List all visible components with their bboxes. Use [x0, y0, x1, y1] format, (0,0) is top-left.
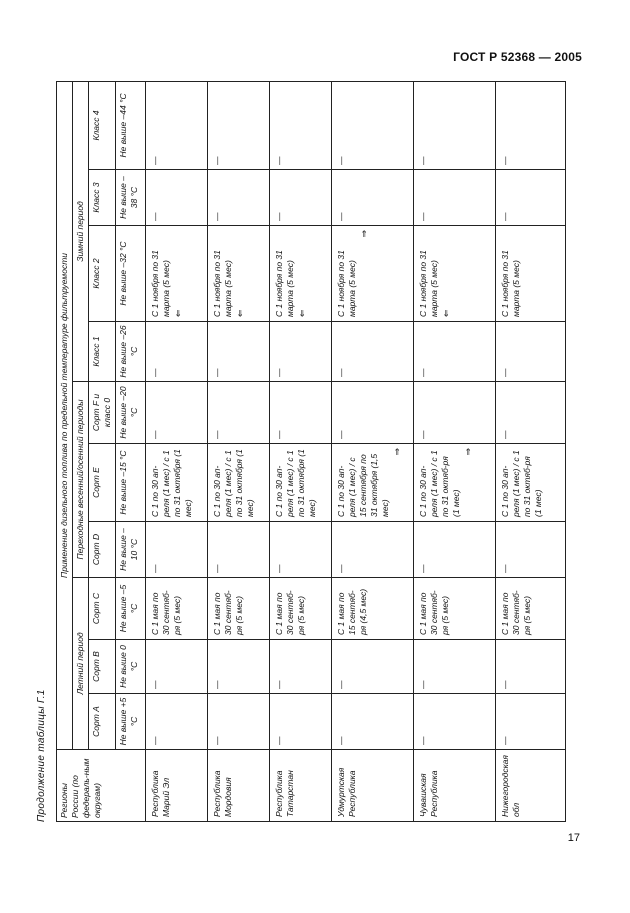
cell-text: С 1 по 30 ап-реля (1 мес) / с 1 по 31 октяб-ря (1 мес): [500, 450, 544, 517]
cell-text: —: [212, 368, 223, 377]
table-cell: [146, 382, 208, 444]
table-cell: [208, 578, 270, 640]
cell-text: —: [418, 156, 429, 165]
grade-temperature: Не выше –32 °С: [116, 226, 146, 322]
table-cell: [146, 694, 208, 750]
cell-text: —: [150, 564, 161, 573]
cell-text: —: [500, 212, 511, 221]
cell-text: —: [336, 680, 347, 689]
table-cell: [414, 578, 496, 640]
cell-text: —: [212, 212, 223, 221]
cell-text: —: [500, 564, 511, 573]
region-name: Нижегородская обл: [496, 750, 566, 822]
table-caption: Продолжение таблицы Г.1: [36, 689, 47, 822]
cell-text: —: [150, 156, 161, 165]
page-number: 17: [567, 832, 580, 844]
grade-header: Класс 2: [89, 226, 116, 322]
table-cell: [208, 522, 270, 578]
table-cell: [332, 322, 414, 382]
cell-text: С 1 мая по 15 сентяб-ря (4,5 мес): [336, 588, 369, 635]
cell-text: —: [500, 680, 511, 689]
cell-text: —: [150, 430, 161, 439]
cell-text: —: [500, 368, 511, 377]
table-cell: [208, 322, 270, 382]
grade-temperature: Не выше 0 °С: [116, 640, 146, 694]
table-cell: [414, 522, 496, 578]
table-row: [270, 81, 332, 821]
table-cell: [270, 640, 332, 694]
summer-period-header: Летний период: [73, 578, 89, 750]
cell-text: —: [212, 156, 223, 165]
cell-text: —: [336, 212, 347, 221]
table-cell: [208, 170, 270, 226]
table-cell: [496, 578, 566, 640]
table-cell: [208, 640, 270, 694]
table-cell: [496, 694, 566, 750]
table-cell: [414, 226, 496, 322]
cell-text: —: [418, 368, 429, 377]
cell-text: —: [150, 212, 161, 221]
table-cell: [414, 382, 496, 444]
cell-text: С 1 ноября по 31 марта (5 мес): [418, 250, 440, 317]
cell-text: С 1 ноября по 31 марта (5 мес): [274, 250, 296, 317]
cell-text: С 1 ноября по 31 марта (5 мес): [212, 250, 234, 317]
grade-temperature: Не выше –5 °С: [116, 578, 146, 640]
table-cell: [146, 226, 208, 322]
table-cell: [146, 322, 208, 382]
table-cell: [270, 81, 332, 169]
cell-text: —: [418, 564, 429, 573]
table-cell: [270, 322, 332, 382]
table-cell: [496, 382, 566, 444]
grade-header: Сорт С: [89, 578, 116, 640]
cell-text: С 1 по 30 ап-реля (1 мес) / с 1 по 31 октября (1 мес): [150, 449, 194, 517]
cell-text: —: [274, 680, 285, 689]
table-cell: [496, 226, 566, 322]
table-cell: [332, 226, 414, 322]
transition-period-header: Переходные весенний/осенний периоды: [73, 382, 89, 578]
cell-text: С 1 ноября по 31 марта (5 мес): [150, 250, 172, 317]
arrow-left-icon: ⇐: [173, 309, 184, 317]
cell-text: —: [336, 368, 347, 377]
table-cell: [208, 694, 270, 750]
table-cell: [332, 578, 414, 640]
grade-temperature: Не выше –44 °С: [116, 81, 146, 169]
table-cell: [146, 444, 208, 522]
table-cell: [414, 444, 496, 522]
cell-text: —: [212, 564, 223, 573]
grade-header: Класс 3: [89, 170, 116, 226]
arrow-left-icon: ⇐: [441, 309, 452, 317]
document-id: ГОСТ Р 52368 — 2005: [453, 50, 582, 64]
table-row: [414, 81, 496, 821]
table-cell: [270, 382, 332, 444]
grade-header: Сорт А: [89, 694, 116, 750]
cell-text: —: [500, 430, 511, 439]
table-cell: [496, 444, 566, 522]
cell-text: —: [336, 564, 347, 573]
cell-text: —: [500, 736, 511, 745]
grade-temperature: Не выше +5 °С: [116, 694, 146, 750]
grade-temperature: Не выше –26 °С: [116, 322, 146, 382]
table-cell: [270, 170, 332, 226]
region-name: Республика Татарстан: [270, 750, 332, 822]
cell-text: —: [500, 156, 511, 165]
cell-text: —: [336, 430, 347, 439]
rotated-content: [38, 82, 591, 822]
cell-text: —: [274, 368, 285, 377]
table-cell: [146, 522, 208, 578]
table-cell: [270, 226, 332, 322]
region-column-header: Регионы России (по федераль-ным округам): [57, 750, 146, 822]
arrow-right-icon: ⇒: [359, 230, 370, 238]
table-cell: [414, 81, 496, 169]
grade-header: Класс 1: [89, 322, 116, 382]
cell-text: —: [212, 736, 223, 745]
table-cell: [414, 640, 496, 694]
table-cell: [146, 81, 208, 169]
table-row: [332, 81, 414, 821]
cell-text: С 1 мая по 30 сентяб-ря (5 мес): [418, 590, 451, 635]
arrow-left-icon: ⇐: [235, 309, 246, 317]
table-cell: [270, 522, 332, 578]
cell-text: —: [274, 564, 285, 573]
cell-text: С 1 мая по 30 сентяб-ря (5 мес): [500, 590, 533, 635]
cell-text: —: [418, 212, 429, 221]
cell-text: —: [336, 736, 347, 745]
table-cell: [332, 382, 414, 444]
table-cell: [496, 322, 566, 382]
cell-text: —: [274, 156, 285, 165]
cell-text: —: [212, 430, 223, 439]
grade-temperature: Не выше –38 °С: [116, 170, 146, 226]
region-name: Удмуртская Республика: [332, 750, 414, 822]
grade-temperature: Не выше –10 °С: [116, 522, 146, 578]
table-cell: [270, 694, 332, 750]
table-cell: [146, 170, 208, 226]
fuel-application-table: [56, 81, 566, 822]
cell-text: С 1 по 30 ап-реля (1 мес) / с 15 сентября по 31 октября (1,5 мес): [336, 453, 391, 517]
winter-period-header: Зимний период: [73, 81, 89, 381]
cell-text: —: [212, 680, 223, 689]
cell-text: —: [336, 156, 347, 165]
grade-header: Сорт F и класс 0: [89, 382, 116, 444]
region-name: Республика Мордовия: [208, 750, 270, 822]
cell-text: С 1 по 30 ап-реля (1 мес) / с 1 по 31 октяб-ря (1 мес): [418, 450, 462, 517]
cell-text: —: [418, 736, 429, 745]
cell-text: —: [150, 680, 161, 689]
grade-temperature: Не выше –15 °С: [116, 444, 146, 522]
table-cell: [270, 444, 332, 522]
grade-temperature: Не выше –20 °С: [116, 382, 146, 444]
table-cell: [332, 444, 414, 522]
application-header: Применение дизельного топлива по предельной температуре фильтруемости: [57, 81, 73, 749]
table-cell: [332, 640, 414, 694]
table-cell: [332, 694, 414, 750]
cell-text: С 1 ноября по 31 марта (5 мес): [336, 250, 358, 317]
grade-header: Сорт D: [89, 522, 116, 578]
rotated-page-area: [38, 82, 591, 822]
table-cell: [414, 170, 496, 226]
table-cell: [414, 694, 496, 750]
table-cell: [208, 81, 270, 169]
cell-text: —: [418, 680, 429, 689]
arrow-left-icon: ⇐: [297, 309, 308, 317]
table-cell: [496, 170, 566, 226]
table-cell: [414, 322, 496, 382]
cell-text: С 1 мая по 30 сентяб-ря (5 мес): [274, 590, 307, 635]
cell-text: —: [274, 736, 285, 745]
cell-text: С 1 по 30 ап-реля (1 мес) / с 1 по 31 октября (1 мес): [212, 449, 256, 517]
arrow-right-icon: ⇒: [392, 448, 403, 456]
grade-header: Сорт Е: [89, 444, 116, 522]
arrow-right-icon: ⇒: [463, 448, 474, 456]
table-cell: [208, 382, 270, 444]
table-row: [146, 81, 208, 821]
region-name: Чувашская Республика: [414, 750, 496, 822]
table-cell: [332, 522, 414, 578]
table-cell: [270, 578, 332, 640]
cell-text: —: [150, 368, 161, 377]
cell-text: С 1 мая по 30 сентяб-ря (5 мес): [212, 590, 245, 635]
cell-text: —: [150, 736, 161, 745]
grade-header: Класс 4: [89, 81, 116, 169]
table-row: [496, 81, 566, 821]
table-cell: [146, 640, 208, 694]
table-cell: [496, 522, 566, 578]
table-cell: [496, 640, 566, 694]
cell-text: С 1 мая по 30 сентяб-ря (5 мес): [150, 590, 183, 635]
region-name: Республика Марий Эл: [146, 750, 208, 822]
table-cell: [208, 226, 270, 322]
cell-text: —: [418, 430, 429, 439]
table-row: [208, 81, 270, 821]
table-cell: [146, 578, 208, 640]
cell-text: С 1 ноября по 31 марта (5 мес): [500, 250, 522, 317]
table-cell: [208, 444, 270, 522]
table-cell: [332, 170, 414, 226]
cell-text: —: [274, 212, 285, 221]
cell-text: С 1 по 30 ап-реля (1 мес) / с 1 по 31 октября (1 мес): [274, 449, 318, 517]
cell-text: —: [274, 430, 285, 439]
table-cell: [332, 81, 414, 169]
grade-header: Сорт В: [89, 640, 116, 694]
table-cell: [496, 81, 566, 169]
